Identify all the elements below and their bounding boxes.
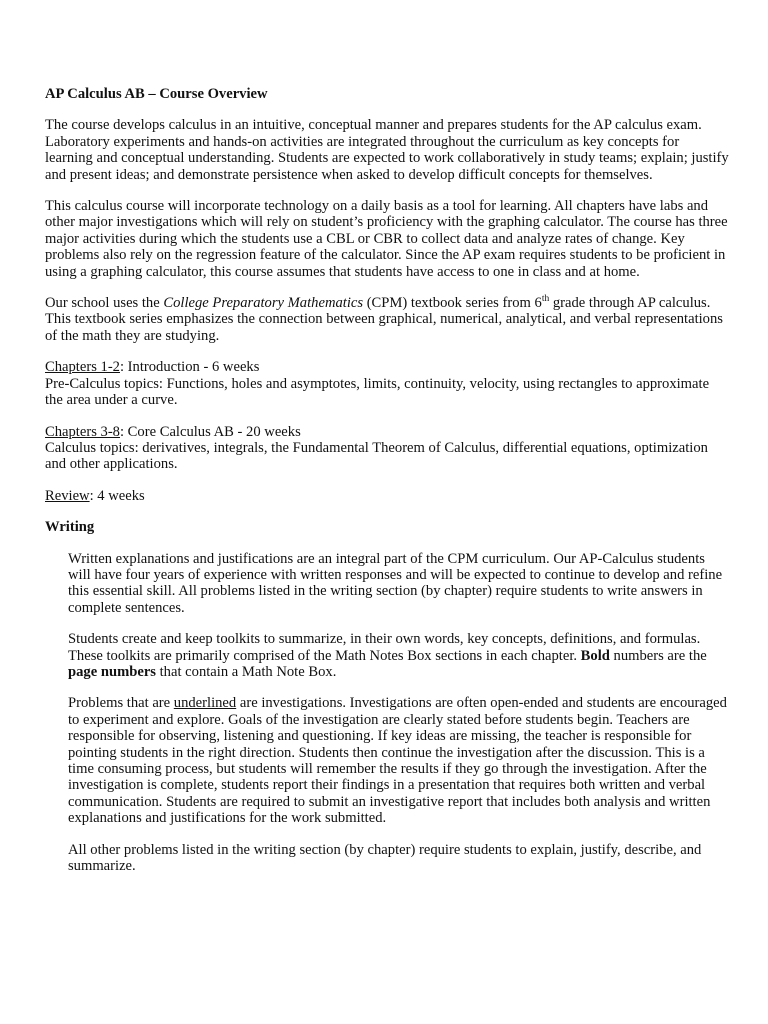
writing-paragraph-1: Written explanations and justifications are an integral part of the CPM curriculum. Our AP-Calculus students will have four years of experience with written responses and will be expected to continue to develop and refine this essential skill. All problems listed in the writing section (by chapter) require students to write answers in complete sentences. <box>68 550 723 616</box>
bold-term: Bold <box>580 647 610 664</box>
ordinal-suffix: th <box>541 294 550 305</box>
writing-2-text-a: Students create and keep toolkits to summarize, in their own words, key concepts, definitions, and formulas. These toolkits are primarily comprised of the Math Notes Box sections in each chapter. <box>68 631 701 664</box>
section-chapters-1-2 <box>45 359 730 408</box>
section-label: Chapters 3-8 <box>45 423 120 440</box>
section-review <box>45 488 730 504</box>
textbook-text-b: (CPM) textbook series from 6 <box>363 295 542 312</box>
document-page <box>45 86 730 889</box>
document-title: AP Calculus AB – Course Overview <box>45 86 268 102</box>
textbook-text-a: Our school uses the <box>45 295 164 312</box>
section-body: Calculus topics: derivatives, integrals, the Fundamental Theorem of Calculus, differential equations, optimization and other applications. <box>45 439 708 473</box>
overview-paragraph: The course develops calculus in an intuitive, conceptual manner and prepares students for the AP calculus exam. Laboratory experiments and hands-on activities are integrated throughout the curriculum as key concepts for learning and conceptual understanding. Students are expected to work collaboratively in study teams; explain; justify and present ideas; and demonstrate persistence when asked to develop difficult concepts for themselves. <box>45 117 729 183</box>
textbook-text-c: grade through AP calculus. This textbook series emphasizes the connection between graphical, numerical, analytical, and verbal representations of the math they are studying. <box>45 295 723 344</box>
writing-heading: Writing <box>45 519 95 536</box>
section-head: : 4 weeks <box>89 487 145 504</box>
writing-3-text-b: are investigations. Investigations are often open-ended and students are encouraged to experiment and explore. Goals of the investigation are clearly stated before students begin. Teachers are responsible for observing, listening and questioning. If key ideas are missing, the teacher is responsible for pointing students in the right direction. Students then continue the investigation after the discussion. This is a time consuming process, but students will remember the results if they go through the investigation. After the investigation is complete, students report their findings in a presentation that requires both written and verbal communication. Students are required to submit an investigative report that includes both analysis and written explanations and justifications for the work submitted. <box>68 695 727 827</box>
writing-3-text-a: Problems that are <box>68 695 174 712</box>
textbook-title: College Preparatory Mathematics <box>163 295 364 312</box>
section-label: Chapters 1-2 <box>45 359 120 376</box>
textbook-paragraph <box>45 295 730 344</box>
technology-paragraph: This calculus course will incorporate technology on a daily basis as a tool for learning. All chapters have labs and other major investigations which will rely on student’s proficiency with the graphing calculator. The course has three major activities during which the students use a CBL or CBR to collect data and analyze rates of change. Key problems also rely on the regression feature of the calculator. Since the AP exam requires students to be proficient in using a graphing calculator, this course assumes that students have access to one in class and at home. <box>45 198 728 280</box>
section-head: : Introduction - 6 weeks <box>119 359 260 376</box>
writing-paragraph-4: All other problems listed in the writing section (by chapter) require students to explain, justify, describe, and summarize. <box>68 841 702 875</box>
writing-paragraph-3 <box>68 695 730 826</box>
section-body: Pre-Calculus topics: Functions, holes and asymptotes, limits, continuity, velocity, using rectangles to approximate the area under a curve. <box>45 375 710 409</box>
section-chapters-3-8 <box>45 424 730 473</box>
section-label: Review <box>45 487 90 504</box>
writing-section <box>68 551 730 875</box>
underlined-term: underlined <box>173 695 237 712</box>
writing-2-text-c: that contain a Math Note Box. <box>155 663 337 680</box>
writing-2-text-b: numbers are the <box>609 647 707 664</box>
writing-paragraph-2 <box>68 631 730 680</box>
bold-term-page-numbers: page numbers <box>68 663 156 680</box>
section-head: : Core Calculus AB - 20 weeks <box>119 423 301 440</box>
